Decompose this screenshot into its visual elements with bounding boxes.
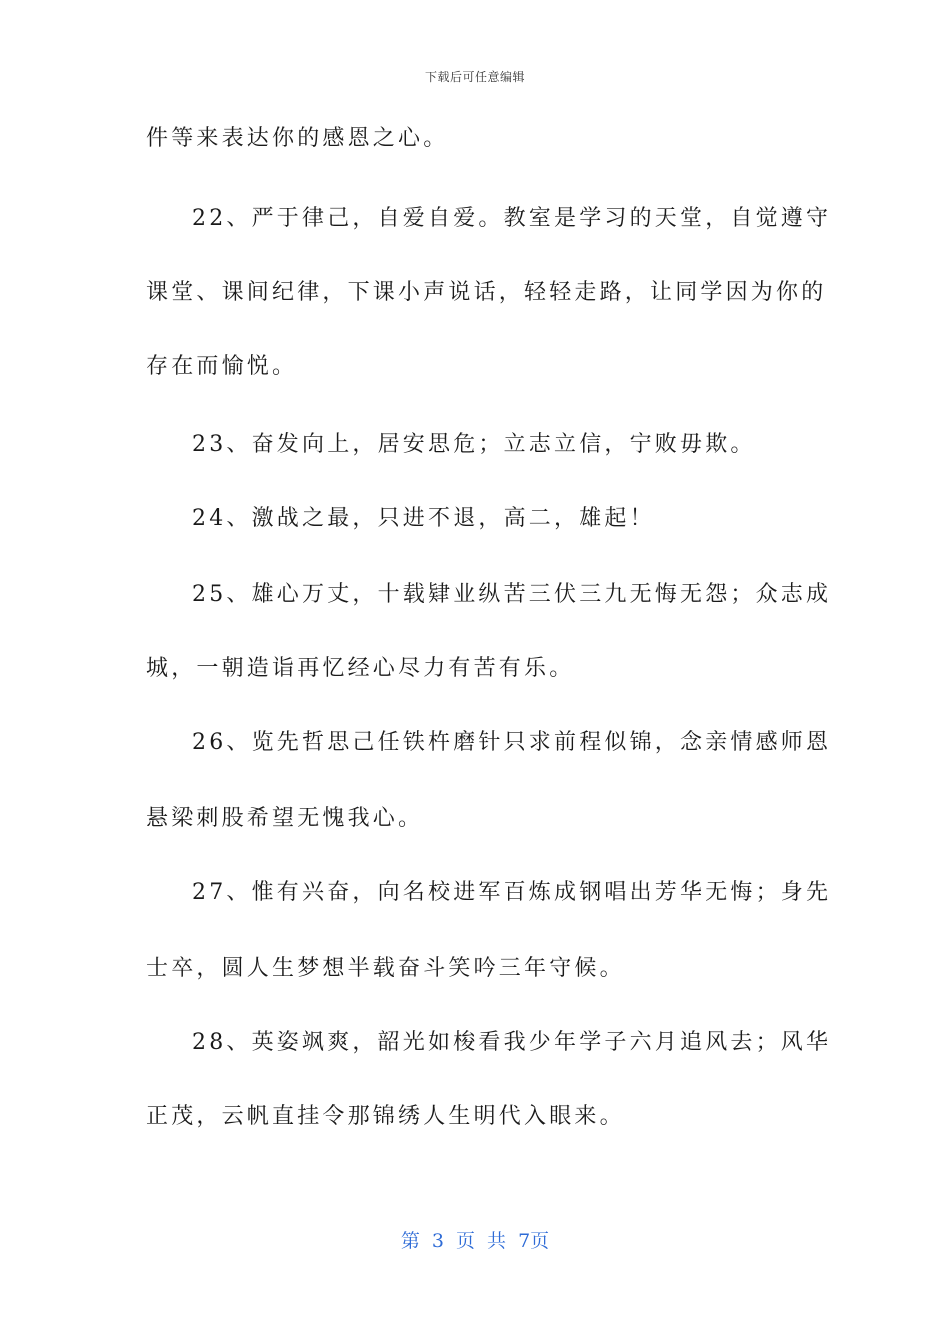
- text-line: 26、览先哲思己任铁杵磨针只求前程似锦，念亲情感师恩: [192, 730, 832, 755]
- text-line: 28、英姿飒爽，韶光如梭看我少年学子六月追风去；风华: [192, 1030, 832, 1055]
- text-line: 27、惟有兴奋，向名校进军百炼成钢唱出芳华无悔；身先: [192, 880, 832, 905]
- text-line: 23、奋发向上，居安思危；立志立信，宁败毋欺。: [192, 432, 756, 457]
- text-line: 件等来表达你的感恩之心。: [146, 126, 449, 151]
- text-line: 课堂、课间纪律，下课小声说话，轻轻走路，让同学因为你的: [146, 280, 827, 305]
- text-line: 悬梁刺股希望无愧我心。: [146, 806, 424, 831]
- text-line: 22、严于律己，自爱自爱。教室是学习的天堂，自觉遵守: [192, 206, 832, 231]
- page-footer: 第 3 页 共 7页: [400, 1230, 550, 1252]
- text-line: 存在而愉悦。: [146, 354, 298, 379]
- text-line: 正茂，云帆直挂令那锦绣人生明代入眼来。: [146, 1104, 625, 1129]
- text-line: 24、激战之最，只进不退，高二，雄起！: [192, 506, 655, 531]
- text-line: 城，一朝造诣再忆经心尽力有苦有乐。: [146, 656, 575, 681]
- page-header: 下载后可任意编辑: [424, 70, 525, 84]
- text-line: 士卒，圆人生梦想半载奋斗笑吟三年守候。: [146, 956, 625, 981]
- text-line: 25、雄心万丈，十载肄业纵苦三伏三九无悔无怨；众志成: [192, 582, 832, 607]
